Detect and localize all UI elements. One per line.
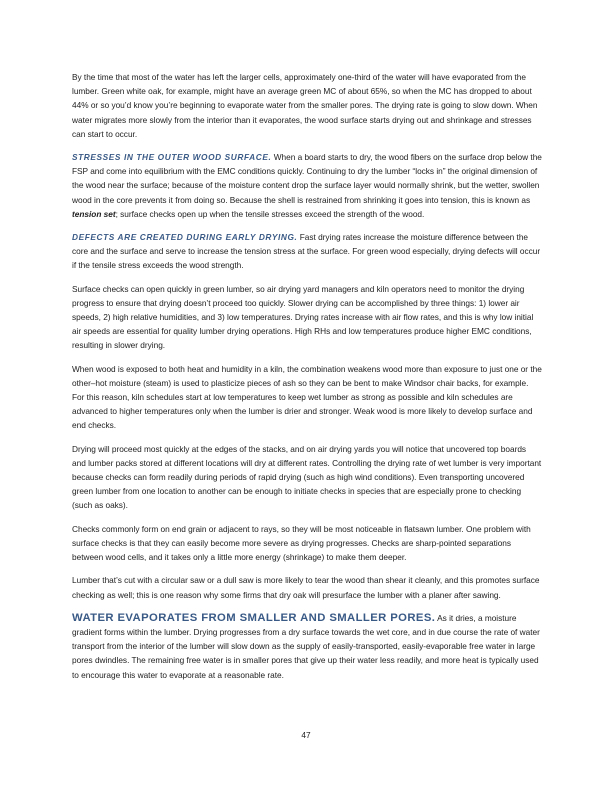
paragraph-early-drying-defects	[72, 230, 542, 273]
paragraph-text: Fast drying rates increase the moisture difference between the core and the surface and serve to increase the tension stress at the surface. For green wood especially, drying defects will occur if the tensile stress exceeds the wood strength.	[72, 232, 541, 271]
paragraph-text: ; surface checks open up when the tensile stresses exceed the strength of the wood.	[115, 208, 425, 219]
section-heading-smaller-pores: WATER EVAPORATES FROM SMALLER AND SMALLER PORES.	[72, 611, 436, 624]
paragraph-text: When a board starts to dry, the wood fibers on the surface drop below the FSP and come into equilibrium with the EMC conditions quickly. Continuing to dry the lumber “locks in” the original dimension of the wood near the surface; because of the moisture content drop the surface layer would normally shrink, but the wetter, swollen wood in the core prevents it from doing so. Because the shell is restrained from shrinking it goes into tension, this is known as	[72, 152, 542, 205]
paragraph-intro: By the time that most of the water has left the larger cells, approximately one-third of the water will have evaporated from the lumber. Green white oak, for example, might have an average green MC of about 65%, so when the MC has dropped to about 44% or so you’d know you’re beginning to evaporate water from the smaller pores. The drying rate is going to slow down. When water migrates more slowly from the interior than it evaporates, the wood surface starts drying out and shrinkage and stresses can start to occur.	[72, 72, 538, 139]
paragraph-saw-type: Lumber that’s cut with a circular saw or a dull saw is more likely to tear the wood than shear it cleanly, and this promotes surface checking as well; this is one reason why some firms that dry oak will presurface the lumber with a planer after sawing.	[72, 575, 540, 600]
run-in-heading-defects: DEFECTS ARE CREATED DURING EARLY DRYING.	[72, 232, 298, 243]
run-in-heading-stresses: STRESSES IN THE OUTER WOOD SURFACE.	[72, 152, 272, 163]
paragraph-smaller-pores	[72, 611, 542, 682]
paragraph-text: As it dries, a moisture gradient forms within the lumber. Drying progresses from a dry surface towards the wet core, and in due course the rate of water transport from the interior of the lumber will slow down as the supply of easily-transported, easily-evaporable free water in large pores dwindles. The remaining free water is in smaller pores that give up their water less readily, and more heat is typically used to encourage this water to evaporate at a reasonable rate.	[72, 612, 540, 680]
term-tension-set: tension set	[72, 208, 116, 219]
page-number: 47	[301, 730, 311, 740]
paragraph-heat-humidity: When wood is exposed to both heat and humidity in a kiln, the combination weakens wood more than exposure to just one or the other–hot moisture (steam) is used to plasticize pieces of ash so they can be bent to make Windsor chair backs, for example. For this reason, kiln schedules start at low temperatures to keep wet lumber as strong as possible and kiln schedules are advanced to higher temperatures only when the lumber is drier and stronger. Weak wood is more likely to develop surface and end checks.	[72, 363, 542, 431]
paragraph-end-grain-checks: Checks commonly form on end grain or adjacent to rays, so they will be most noticeable in flatsawn lumber. One problem with surface checks is that they can easily become more severe as drying progresses. Checks are sharp-pointed separations between wood cells, and it takes only a little more energy (shrinkage) to make them deeper.	[72, 523, 531, 563]
paragraph-surface-checks: Surface checks can open quickly in green lumber, so air drying yard managers and kiln operators need to monitor the drying progress to ensure that drying doesn’t proceed too quickly. Slower drying can be accomplished by three things: 1) lower air speeds, 2) high relative humidities, and 3) low temperatures. Drying rates increase with air flow rates, and this is why low initial air speeds are essential for quality lumber drying operations. High RHs and low temperatures produce higher EMC conditions, resulting in slower drying.	[72, 283, 534, 351]
page-body	[72, 70, 542, 691]
paragraph-outer-surface-stresses	[72, 150, 542, 221]
paragraph-stack-edges: Drying will proceed most quickly at the edges of the stacks, and on air drying yards you will notice that uncovered top boards and lumber packs stored at different locations will dry at different rates. Controlling the drying rate of wet lumber is very important because checks can form readily during periods of rapid drying (such as high wind conditions). Even transporting uncovered green lumber from one location to another can be enough to initiate checks in species that are especially prone to checking (such as oaks).	[72, 443, 542, 511]
